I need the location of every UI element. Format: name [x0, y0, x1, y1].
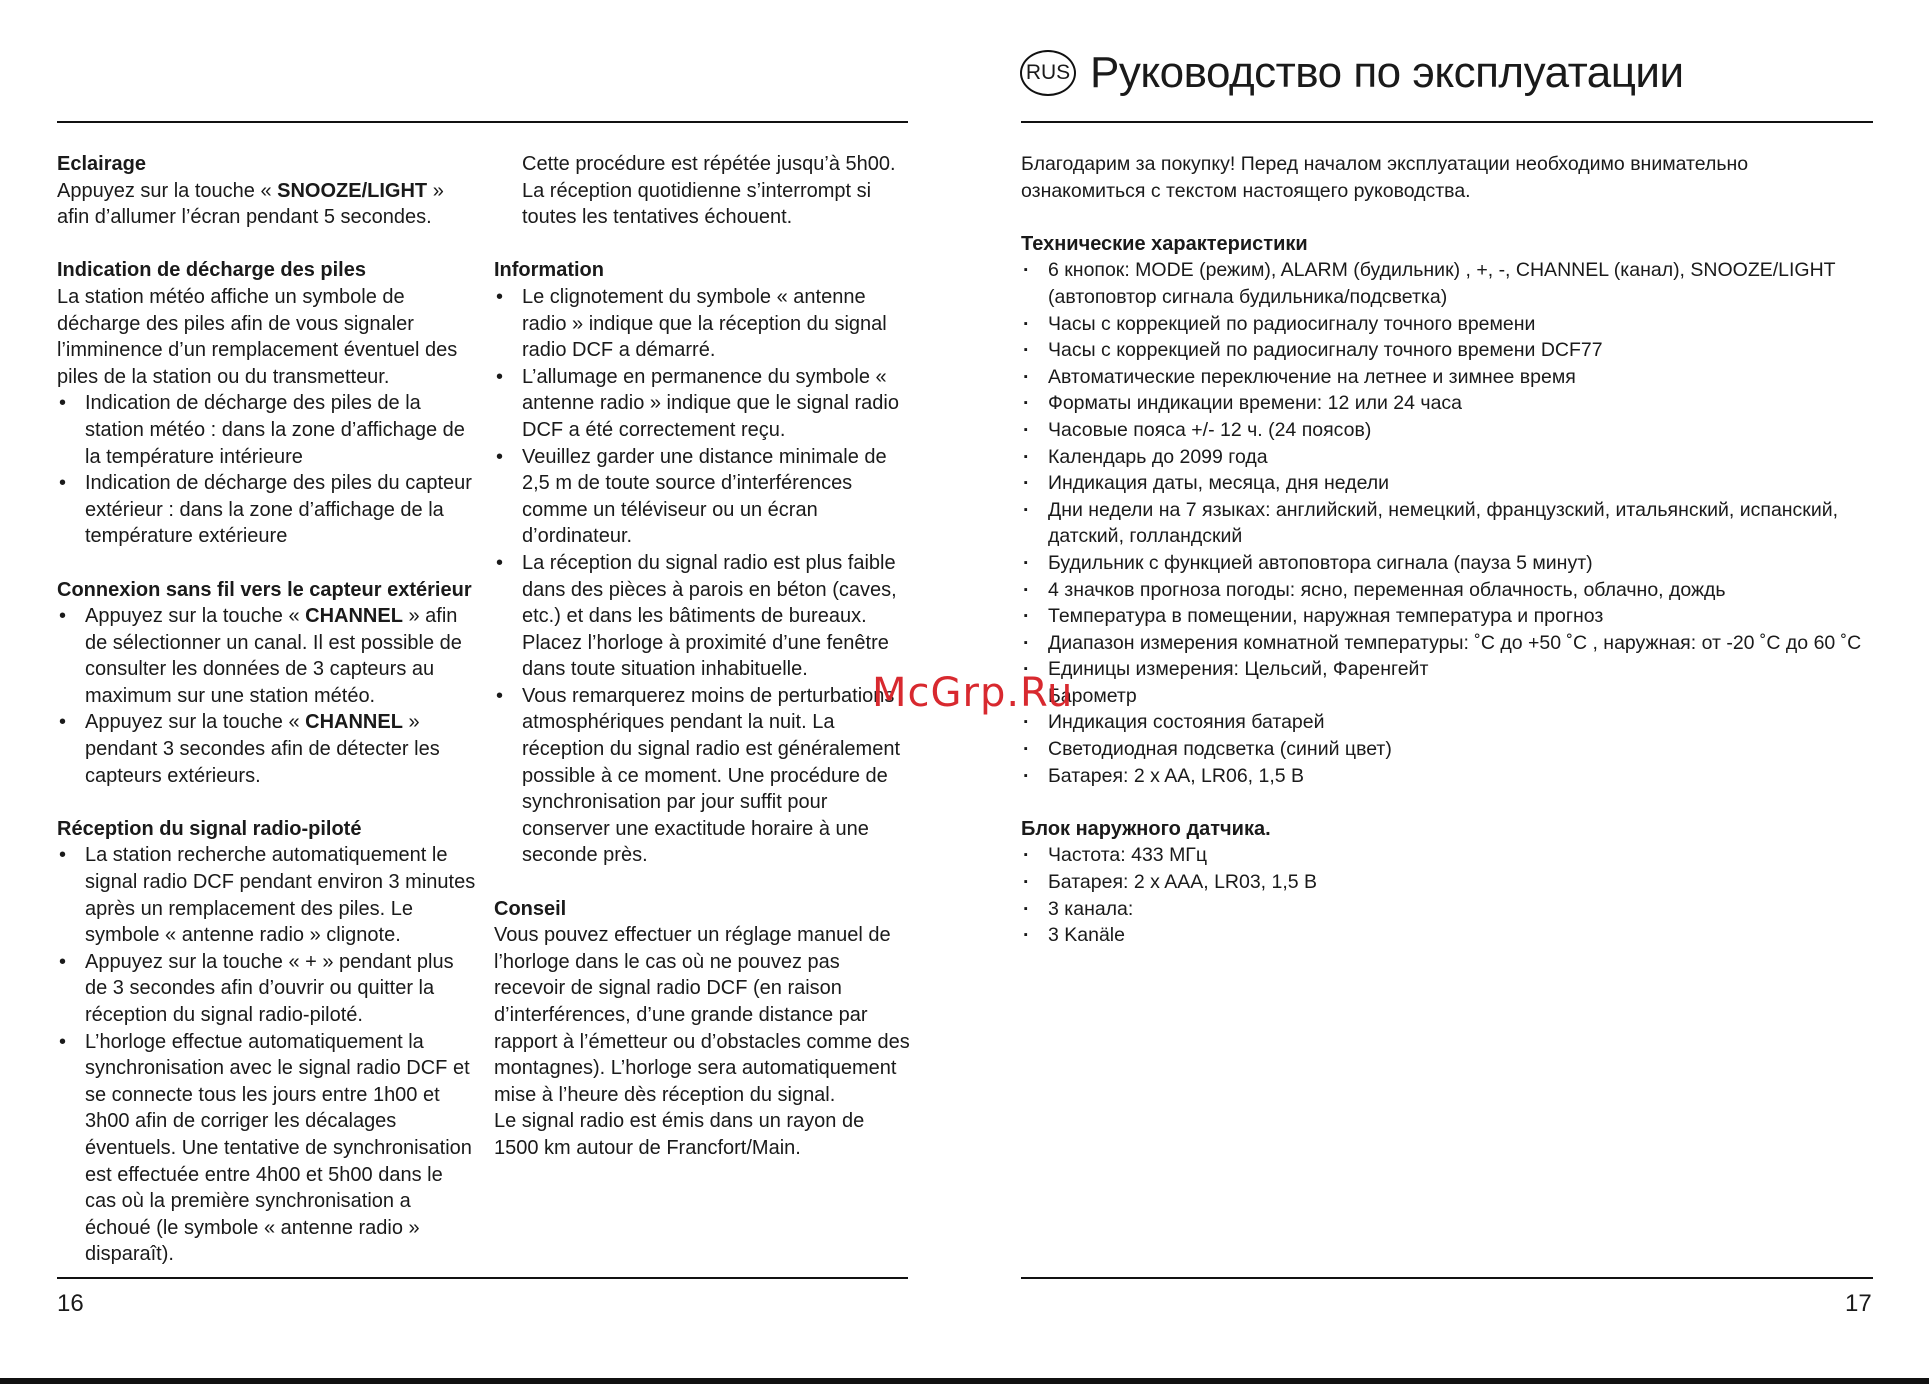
list-item: • L’horloge effectue automatiquement la synchronisation avec le signal radio DCF et se connecte tous les jours entre 1h00 et 3h00 afin de corriger les décalages éventuels. Une tentative de synchronisation est effectuée entre 4h00 et 5h00 dans le cas où la première synchronisation a échoué (le symbole « antenne radio » disparaît).	[57, 1029, 477, 1268]
reception-continued	[494, 151, 914, 231]
information-list	[494, 284, 914, 869]
connexion-list	[57, 603, 477, 789]
list-item: • La réception du signal radio est plus faible dans des pièces à parois en béton (caves, etc.) et dans les bâtiments de bureaux. Placez l’horloge à proximité d’une fenêtre dans toute situation inhabituelle.	[494, 550, 914, 683]
list-item: · Батарея: 2 x AA, LR06, 1,5 В	[1021, 763, 1881, 790]
page-number-left: 16	[57, 1290, 84, 1317]
list-item: · Часы с коррекцией по радиосигналу точного времени	[1021, 311, 1881, 338]
list-item: • Appuyez sur la touche « CHANNEL » pendant 3 secondes afin de détecter les capteurs extérieurs.	[57, 709, 477, 789]
sensor-list	[1021, 842, 1881, 948]
section-conseil	[494, 896, 914, 1162]
list-item: · Дни недели на 7 языках: английский, немецкий, французский, итальянский, испанский, датский, голландский	[1021, 497, 1881, 550]
section-title-reception: Réception du signal radio-piloté	[57, 817, 362, 840]
section-information	[494, 257, 914, 869]
section-title-eclairage: Eclairage	[57, 153, 146, 175]
list-item: · Частота: 433 МГц	[1021, 842, 1881, 869]
specs-list	[1021, 257, 1881, 789]
top-rule-left	[57, 121, 908, 123]
top-rule-right	[1021, 121, 1873, 123]
left-page	[0, 0, 964, 1384]
language-badge: RUS	[1020, 50, 1076, 96]
bottom-rule-right	[1021, 1277, 1873, 1279]
list-item: • Le clignotement du symbole « antenne radio » indique que la réception du signal radio DCF a démarré.	[494, 284, 914, 364]
list-item: · Светодиодная подсветка (синий цвет)	[1021, 736, 1881, 763]
list-item: · Календарь до 2099 года	[1021, 444, 1881, 471]
section-specs	[1021, 231, 1881, 789]
list-item: · Барометр	[1021, 683, 1881, 710]
continued-text: Cette procédure est répétée jusqu’à 5h00. La réception quotidienne s’interrompt si toutes les tentatives échouent.	[522, 153, 896, 229]
list-item: · Единицы измерения: Цельсий, Фаренгейт	[1021, 656, 1881, 683]
section-piles	[57, 257, 477, 550]
list-item: • Appuyez sur la touche « CHANNEL » afin de sélectionner un canal. Il est possible de consulter les données de 3 capteurs au maximum sur une station météo.	[57, 603, 477, 709]
list-item: • Vous remarquerez moins de perturbations atmosphériques pendant la nuit. La réception du signal radio est généralement possible à ce moment. Une procédure de synchronisation par jour suffit pour conserver une exactitude horaire à une seconde près.	[494, 683, 914, 869]
section-sensor	[1021, 816, 1881, 949]
left-column-2	[494, 151, 914, 1188]
list-item: • Indication de décharge des piles de la station météo : dans la zone d’affichage de la température intérieure	[57, 390, 477, 470]
page-title: Руководство по эксплуатации	[1090, 48, 1684, 97]
list-item: · Температура в помещении, наружная температура и прогноз	[1021, 603, 1881, 630]
list-item: · Автоматические переключение на летнее и зимнее время	[1021, 364, 1881, 391]
section-title-piles: Indication de décharge des piles	[57, 259, 366, 282]
section-title-sensor: Блок наружного датчика.	[1021, 817, 1271, 840]
list-item: • Indication de décharge des piles du capteur extérieur : dans la zone d’affichage de la température extérieure	[57, 470, 477, 550]
piles-list	[57, 390, 477, 550]
list-item: • Appuyez sur la touche « + » pendant plus de 3 secondes afin d’ouvrir ou quitter la réception du signal radio-piloté.	[57, 949, 477, 1029]
section-title-connexion: Connexion sans fil vers le capteur extérieur	[57, 578, 472, 601]
list-item: • La station recherche automatiquement le signal radio DCF pendant environ 3 minutes après un remplacement des piles. Le symbole « antenne radio » clignote.	[57, 842, 477, 948]
watermark: McGrp.Ru	[872, 670, 1074, 716]
list-item: · 4 значков прогноза погоды: ясно, переменная облачность, облачно, дождь	[1021, 577, 1881, 604]
section-eclairage	[57, 151, 477, 231]
list-item: · Форматы индикации времени: 12 или 24 часа	[1021, 390, 1881, 417]
section-title-information: Information	[494, 259, 604, 282]
piles-text: La station météo affiche un symbole de décharge des piles afin de vous signaler l’imminence d’un remplacement éventuel des piles de la station ou du transmetteur.	[57, 285, 458, 388]
section-title-conseil: Conseil	[494, 897, 567, 920]
page-number-right: 17	[1845, 1290, 1872, 1317]
conseil-text: Vous pouvez effectuer un réglage manuel de l’horloge dans le cas où ne pouvez pas recevoir de signal radio DCF (en raison d’interférences, d’une grande distance par rapport à l’émetteur ou d’obstacles comme des montagnes). L’horloge sera automatiquement mise à l’heure dès réception du signal.	[494, 924, 910, 1106]
list-item: · 3 канала:	[1021, 896, 1881, 923]
list-item: · Индикация даты, месяца, дня недели	[1021, 470, 1881, 497]
bottom-rule-left	[57, 1277, 908, 1279]
intro-section	[1021, 151, 1881, 204]
list-item: · 3 Kanäle	[1021, 922, 1881, 949]
section-title-specs: Технические характеристики	[1021, 232, 1308, 255]
conseil-text-2: Le signal radio est émis dans un rayon de 1500 km autour de Francfort/Main.	[494, 1110, 865, 1159]
list-item: · Часовые пояса +/- 12 ч. (24 поясов)	[1021, 417, 1881, 444]
list-item: · Индикация состояния батарей	[1021, 709, 1881, 736]
list-item: · Диапазон измерения комнатной температуры: ˚C до +50 ˚C , наружная: от -20 ˚C до 60 ˚C	[1021, 630, 1881, 657]
left-column-1	[57, 151, 477, 1295]
eclairage-text: Appuyez sur la touche « SNOOZE/LIGHT » afin d’allumer l’écran pendant 5 secondes.	[57, 179, 444, 229]
list-item: · Будильник с функцией автоповтора сигнала (пауза 5 минут)	[1021, 550, 1881, 577]
right-column	[1021, 151, 1881, 975]
reception-list	[57, 842, 477, 1268]
section-reception	[57, 816, 477, 1268]
bottom-edge-bar	[0, 1378, 1929, 1384]
list-item: · Часы с коррекцией по радиосигналу точного времени DCF77	[1021, 337, 1881, 364]
list-item: • L’allumage en permanence du symbole « antenne radio » indique que le signal radio DCF a été correctement reçu.	[494, 364, 914, 444]
intro-text: Благодарим за покупку! Перед началом эксплуатации необходимо внимательно ознакомиться с текстом настоящего руководства.	[1021, 153, 1749, 202]
list-item: · Батарея: 2 x AAA, LR03, 1,5 В	[1021, 869, 1881, 896]
page-header	[1020, 48, 1684, 98]
list-item: · 6 кнопок: MODE (режим), ALARM (будильник) , +, -, CHANNEL (канал), SNOOZE/LIGHT (автоповтор сигнала будильника/подсветка)	[1021, 257, 1881, 310]
section-connexion	[57, 577, 477, 790]
list-item: • Veuillez garder une distance minimale de 2,5 m de toute source d’interférences comme un téléviseur ou un écran d’ordinateur.	[494, 444, 914, 550]
